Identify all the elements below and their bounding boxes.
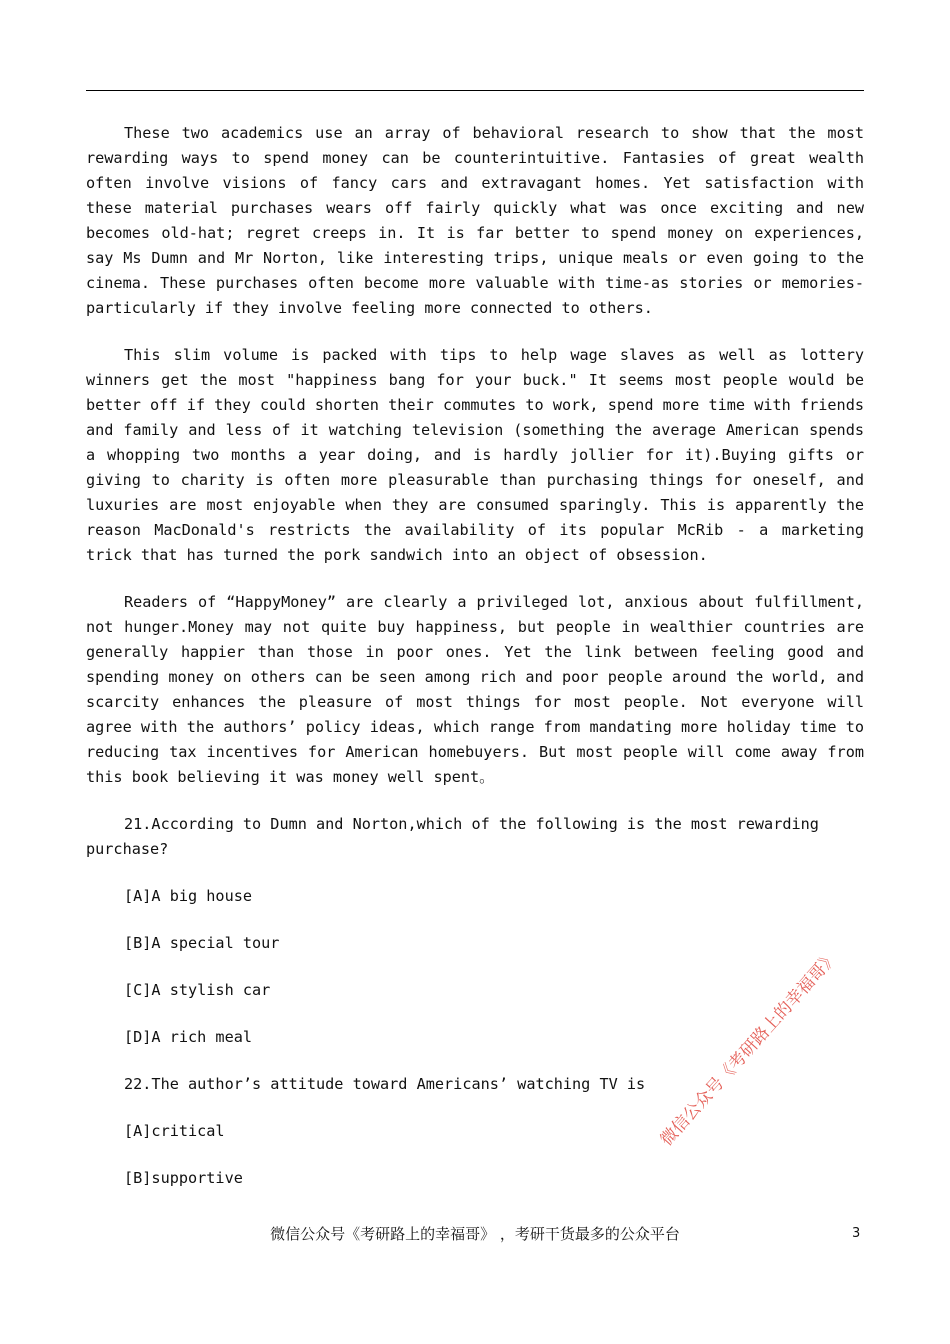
paragraph-3: Readers of “HappyMoney” are clearly a privileged lot, anxious about fulfillment, not hunger.Money may not quite buy happiness, but people in wealthier countries are generally happier than those in poor ones. Yet the link between feeling good and spending money on others can be seen among rich and poor people around the world, and scarcity enhances the pleasure of most things for most people. Not everyone will agree with the authors’ policy ideas, which range from mandating more holiday time to reducing tax incentives for American homebuyers. But most people will come away from this book believing it was money well spent。 [86,593,864,786]
question-22-option-a: [A]critical [124,1122,225,1140]
question-21-option-a: [A]A big house [124,887,253,905]
question-21-stem: 21.According to Dumn and Norton,which of the following is the most rewarding purchase? [86,815,819,858]
page-footer: 微信公众号《考研路上的幸福哥》 ，考研干货最多的公众平台 [270,1225,680,1243]
paragraph-2: This slim volume is packed with tips to help wage slaves as well as lottery winners get the most "happiness bang for your buck." It seems most people would be better off if they could shorten their commutes to work, spend more time with friends and family and less of it watching television (something the average American spends a whopping two months a year doing, and is hardly jollier for it).Buying gifts or giving to charity is often more pleasurable than purchasing things for oneself, and luxuries are most enjoyable when they are consumed sparingly. This is apparently the reason MacDonald's restricts the availability of its popular McRib - a marketing trick that has turned the pork sandwich into an object of obsession. [86,346,864,564]
question-21-option-c: [C]A stylish car [124,981,271,999]
question-22-option-b: [B]supportive [124,1169,243,1187]
page-number: 3 [852,1226,861,1241]
paragraph-1: These two academics use an array of behavioral research to show that the most rewarding ways to spend money can be counterintuitive. Fantasies of great wealth often involve visions of fancy cars and extravagant homes. Yet satisfaction with these material purchases wears off fairly quickly what was once exciting and new becomes old-hat; regret creeps in. It is far better to spend money on experiences, say Ms Dumn and Mr Norton, like interesting trips, unique meals or even going to the cinema. These purchases often become more valuable with time-as stories or memories-particularly if they involve feeling more connected to others. [86,124,864,317]
question-21-option-d: [D]A rich meal [124,1028,253,1046]
question-21-option-b: [B]A special tour [124,934,280,952]
question-22-stem: 22.The author’s attitude toward Americans’ watching TV is [124,1075,646,1093]
header-rule [86,90,864,91]
watermark-stamp: 微信公众号《考研路上的幸福哥》 [656,947,843,1151]
